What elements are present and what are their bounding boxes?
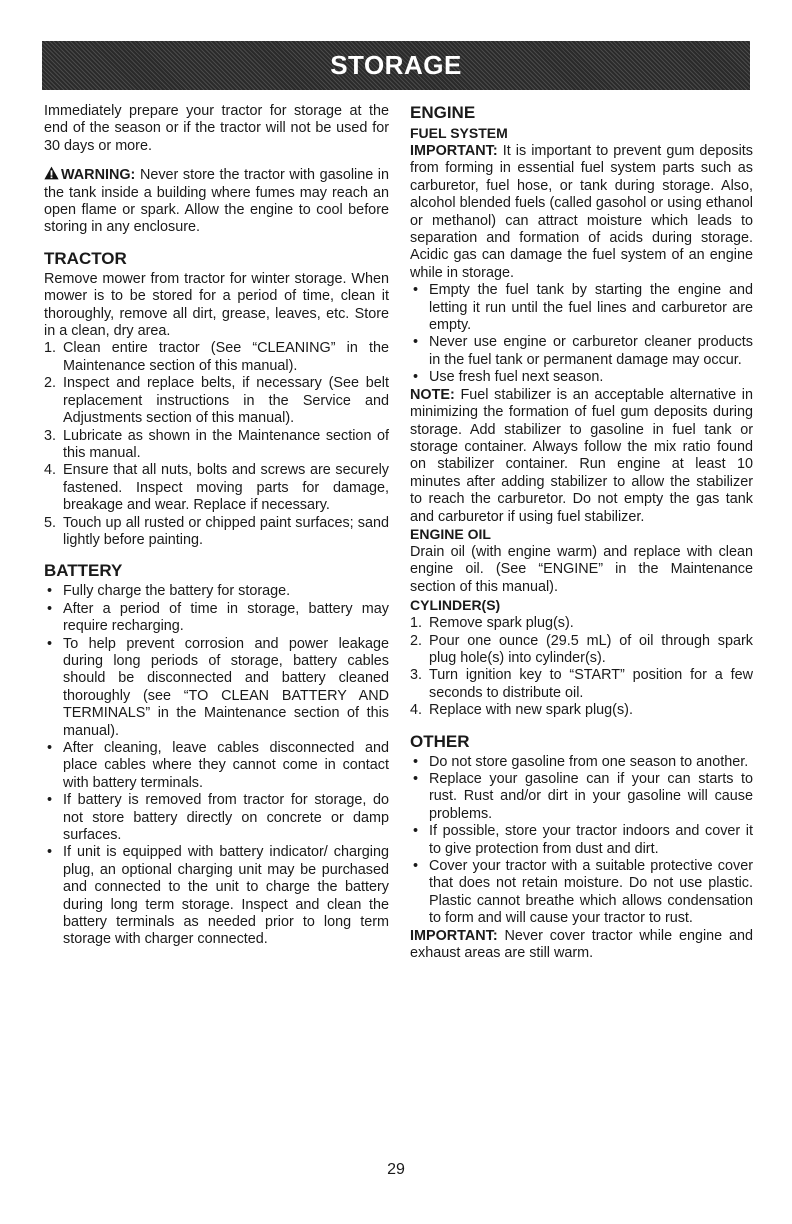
important-label: IMPORTANT: bbox=[410, 143, 498, 159]
list-item: • Never use engine or carburetor cleaner products in the fuel tank or permanent damage may occur. bbox=[413, 334, 753, 368]
engine-oil-heading: ENGINE OIL bbox=[410, 525, 491, 542]
fuel-bullets bbox=[410, 282, 753, 386]
warning-triangle-icon bbox=[44, 166, 59, 180]
battery-heading: BATTERY bbox=[44, 561, 123, 581]
note-text: Fuel stabilizer is an acceptable alternative in minimizing the formation of fuel gum deposits during storage. Add stabilizer to gasoline in fuel tank or storage container. Always follow the mix ratio found on stabilizer container. Run engine at least 10 minutes after adding stabilizer to allow the stabilizer to reach the carburetor. Do not empty the gas tank and carburetor if using fuel stabilizer. bbox=[410, 386, 754, 525]
engine-oil-text: Drain oil (with engine warm) and replace with clean engine oil. (See “ENGINE” in the Maintenance section of this manual). bbox=[410, 543, 753, 595]
list-item: • Use fresh fuel next season. bbox=[413, 369, 604, 386]
list-item: • If battery is removed from tractor for storage, do not store battery directly on concrete or damp surfaces. bbox=[47, 792, 389, 844]
page-number: 29 bbox=[387, 1161, 405, 1178]
other-heading: OTHER bbox=[410, 731, 470, 751]
cylinders-heading: CYLINDER(S) bbox=[410, 597, 501, 614]
right-column bbox=[410, 103, 753, 962]
intro-paragraph: Immediately prepare your tractor for storage at the end of the season or if the tractor will not be used for 30 days or more. bbox=[44, 103, 389, 154]
other-important-paragraph bbox=[410, 928, 753, 963]
list-item: • Cover your tractor with a suitable protective cover that does not retain moisture. Do not use plastic. Plastic cannot breathe which allows condensation to form and will cause your tractor to rust. bbox=[413, 858, 753, 927]
left-column bbox=[44, 103, 389, 949]
important-text: Never cover tractor while engine and exhaust areas are still warm. bbox=[410, 927, 753, 962]
warning-label: WARNING: bbox=[61, 167, 136, 184]
list-item: 2. Inspect and replace belts, if necessary (See belt replacement instructions in the Service and Adjustments section of this manual). bbox=[44, 375, 389, 427]
list-item: • Fully charge the battery for storage. bbox=[47, 583, 291, 600]
list-item: • If possible, store your tractor indoors and cover it to give protection from dust and dirt. bbox=[413, 823, 753, 857]
fuel-important-paragraph bbox=[410, 143, 753, 282]
list-item: 4. Replace with new spark plug(s). bbox=[410, 702, 633, 719]
note-label: NOTE: bbox=[410, 386, 455, 403]
list-item: 2. Pour one ounce (29.5 mL) of oil through spark plug hole(s) into cylinder(s). bbox=[410, 632, 753, 666]
fuel-system-heading: FUEL SYSTEM bbox=[410, 125, 508, 141]
section-title-banner bbox=[42, 41, 750, 90]
list-item: • If unit is equipped with battery indicator/ charging plug, an optional charging unit may be purchased and connected to the unit to charge the battery during long term storage. Inspect and clean the battery terminals as needed prior to long term storage with charger connected. bbox=[47, 844, 389, 948]
list-item: • Do not store gasoline from one season to another. bbox=[413, 753, 749, 770]
page-title: STORAGE bbox=[330, 50, 462, 80]
list-item: 4. Ensure that all nuts, bolts and screws are securely fastened. Inspect moving parts for damage, breakage and wear. Replace if necessary. bbox=[44, 462, 389, 514]
important-label: IMPORTANT: bbox=[410, 927, 498, 944]
list-item: 1. Remove spark plug(s). bbox=[410, 615, 574, 632]
list-item: • Empty the fuel tank by starting the engine and letting it run until the fuel lines and carburetor are empty. bbox=[413, 282, 753, 334]
tractor-steps-list bbox=[44, 340, 389, 549]
list-item: 1. Clean entire tractor (See “CLEANING” in the Maintenance section of this manual). bbox=[44, 340, 389, 374]
warning-paragraph bbox=[44, 166, 389, 237]
engine-heading: ENGINE bbox=[410, 103, 476, 122]
important-text: It is important to prevent gum deposits from forming in essential fuel system parts such as carburetor, fuel hose, or tank during storage. Also, alcohol blended fuels (called gasohol or using ethanol or methanol) can attract moisture which leads to separation and formation of acids during storage. Acidic gas can damage the fuel system of an engine while in storage. bbox=[410, 143, 754, 281]
list-item: 3. Turn ignition key to “START” position for a few seconds to distribute oil. bbox=[410, 667, 753, 701]
cylinder-steps-list bbox=[410, 615, 753, 719]
tractor-intro: Remove mower from tractor for winter storage. When mower is to be stored for a period of time, clean it thoroughly, remove all dirt, grease, leaves, etc. Store in a clean, dry area. bbox=[44, 270, 389, 340]
list-item: 5. Touch up all rusted or chipped paint surfaces; sand lightly before painting. bbox=[44, 514, 389, 548]
note-paragraph bbox=[410, 387, 753, 526]
list-item: • After a period of time in storage, battery may require recharging. bbox=[47, 600, 389, 635]
other-bullets bbox=[410, 754, 753, 928]
warning-text: Never store the tractor with gasoline in the tank inside a building where fumes may reach an open flame or spark. Allow the engine to cool before storing in any enclosure. bbox=[44, 167, 390, 236]
tractor-heading: TRACTOR bbox=[44, 248, 127, 268]
battery-bullets bbox=[44, 583, 389, 949]
list-item: • Replace your gasoline can if your can starts to rust. Rust and/or dirt in your gasoline will cause problems. bbox=[413, 771, 753, 822]
list-item: • To help prevent corrosion and power leakage during long periods of storage, battery cables should be disconnected and battery cleaned thoroughly (see “TO CLEAN BATTERY AND TERMINALS” in the Maintenance section of this manual). bbox=[47, 635, 389, 739]
list-item: 3. Lubricate as shown in the Maintenance section of this manual. bbox=[44, 427, 389, 461]
list-item: • After cleaning, leave cables disconnected and place cables where they cannot come in contact with battery terminals. bbox=[47, 740, 389, 791]
